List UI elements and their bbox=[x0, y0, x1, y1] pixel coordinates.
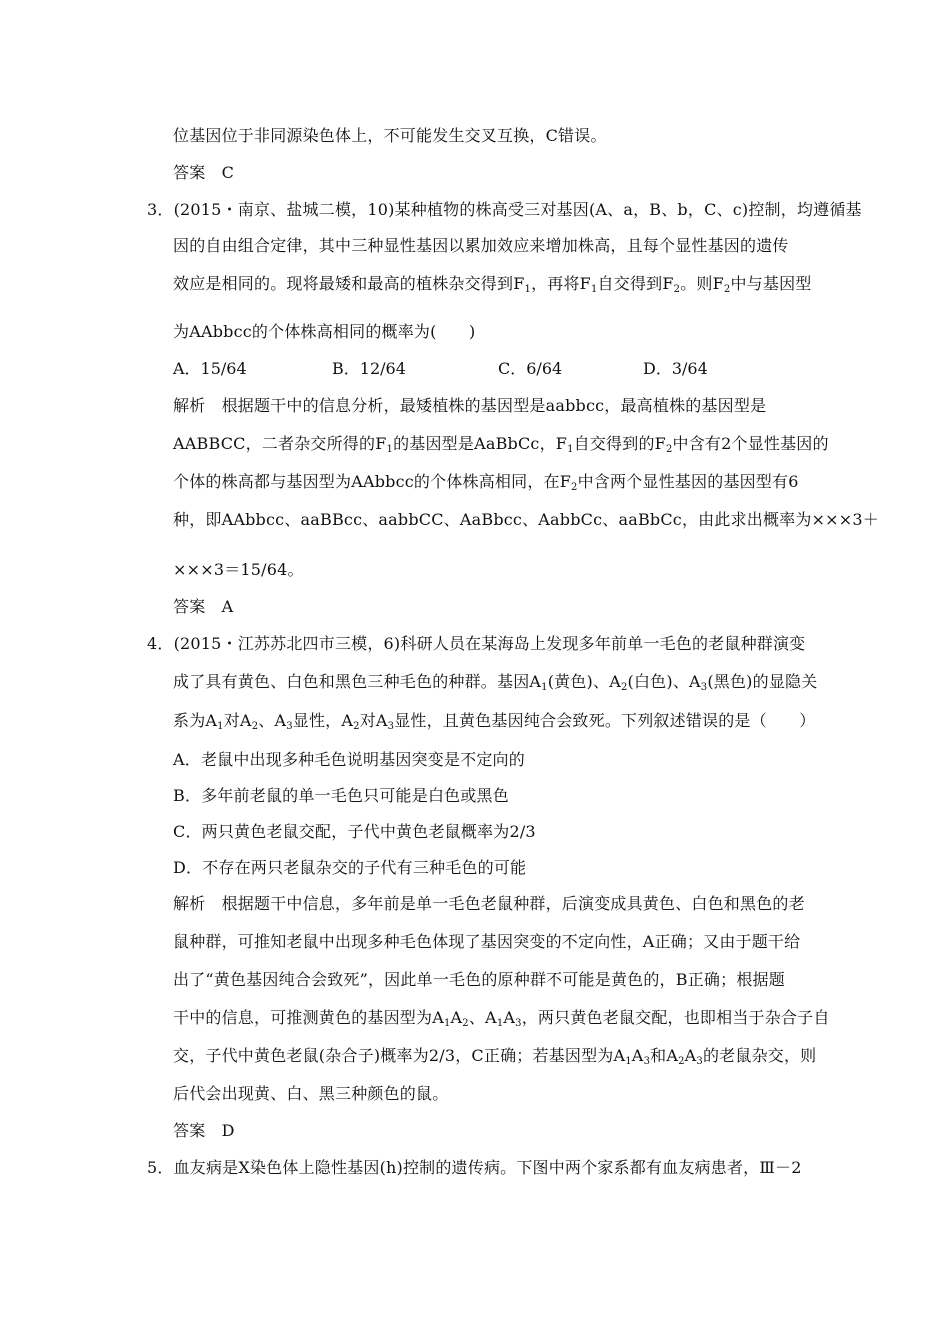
question-3-stem: 因的自由组合定律，其中三种显性基因以累加效应来增加株高，且每个显性基因的遗传 bbox=[173, 236, 789, 255]
question-3-stem: 效应是相同的。现将最矮和最高的植株杂交得到$F_1$，再将$F_1$自交得到$F_2$。则$F_2$中与基因型 bbox=[173, 274, 812, 295]
explanation-line: 解析 根据题干中的信息分析，最矮植株的基因型是aabbcc，最高植株的基因型是 bbox=[173, 396, 767, 415]
option-d: D．不存在两只老鼠杂交的子代有三种毛色的可能 bbox=[173, 858, 527, 877]
option-c: C．两只黄色老鼠交配，子代中黄色老鼠概率为2/3 bbox=[173, 822, 536, 841]
text-line: 位基因位于非同源染色体上，不可能发生交叉互换，C错误。 bbox=[173, 126, 607, 145]
option-b: B．多年前老鼠的单一毛色只可能是白色或黑色 bbox=[173, 786, 509, 805]
question-4-stem: 系为$A_1$对$A_2$、$A_3$显性，$A_2$对$A_3$显性，且黄色基因纯合会致死。下列叙述错误的是（ ） bbox=[173, 711, 816, 732]
explanation-line: 解析 根据题干中信息，多年前是单一毛色老鼠种群，后演变成具黄色、白色和黑色的老 bbox=[173, 894, 805, 913]
explanation-line: 种，即AAbbcc、aaBBcc、aabbCC、AaBbcc、AabbCc、aaBbCc，由此求出概率为×××3＋ bbox=[173, 510, 879, 529]
question-4-stem: 4．(2015・江苏苏北四市三模，6)科研人员在某海岛上发现多年前单一毛色的老鼠种群演变 bbox=[147, 634, 806, 653]
option-d: D．3/64 bbox=[643, 359, 708, 378]
explanation-line: 出了“黄色基因纯合会致死”，因此单一毛色的原种群不可能是黄色的，B正确；根据题 bbox=[173, 970, 785, 989]
option-a: A．15/64 bbox=[173, 359, 247, 378]
explanation-line: 个体的株高都与基因型为AAbbcc的个体株高相同，在$F_2$中含两个显性基因的基因型有6 bbox=[173, 472, 799, 493]
explanation-line: 鼠种群，可推知老鼠中出现多种毛色体现了基因突变的不定向性，A正确；又由于题干给 bbox=[173, 932, 801, 951]
explanation-line: 交，子代中黄色老鼠(杂合子)概率为2/3，C正确；若基因型为$A_1A_3$和$A_2A_3$的老鼠杂交，则 bbox=[173, 1046, 817, 1067]
answer-line: 答案 D bbox=[173, 1121, 235, 1140]
answer-line: 答案 C bbox=[173, 163, 235, 182]
question-5-stem: 5．血友病是X染色体上隐性基因(h)控制的遗传病。下图中两个家系都有血友病患者，Ⅲ－2 bbox=[147, 1158, 802, 1177]
question-3-stem: 3．(2015・南京、盐城二模，10)某种植物的株高受三对基因(A、a，B、b，C、c)控制，均遵循基 bbox=[147, 200, 862, 219]
question-4-stem: 成了具有黄色、白色和黑色三种毛色的种群。基因$A_1$(黄色)、$A_2$(白色)、$A_3$(黑色)的显隐关 bbox=[173, 672, 818, 693]
option-a: A．老鼠中出现多种毛色说明基因突变是不定向的 bbox=[173, 750, 525, 769]
explanation-line: 干中的信息，可推测黄色的基因型为$A_1A_2$、$A_1A_3$，两只黄色老鼠交配，也即相当于杂合子自 bbox=[173, 1008, 830, 1029]
answer-line: 答案 A bbox=[173, 597, 234, 616]
explanation-line: ×××3＝15/64。 bbox=[173, 560, 304, 579]
explanation-line: AABBCC，二者杂交所得的$F_1$的基因型是AaBbCc，$F_1$自交得到的$F_2$中含有2个显性基因的 bbox=[173, 434, 829, 455]
question-3-stem: 为AAbbcc的个体株高相同的概率为( ) bbox=[173, 322, 476, 341]
option-c: C．6/64 bbox=[498, 359, 563, 378]
option-b: B．12/64 bbox=[332, 359, 406, 378]
explanation-line: 后代会出现黄、白、黑三种颜色的鼠。 bbox=[173, 1084, 449, 1103]
